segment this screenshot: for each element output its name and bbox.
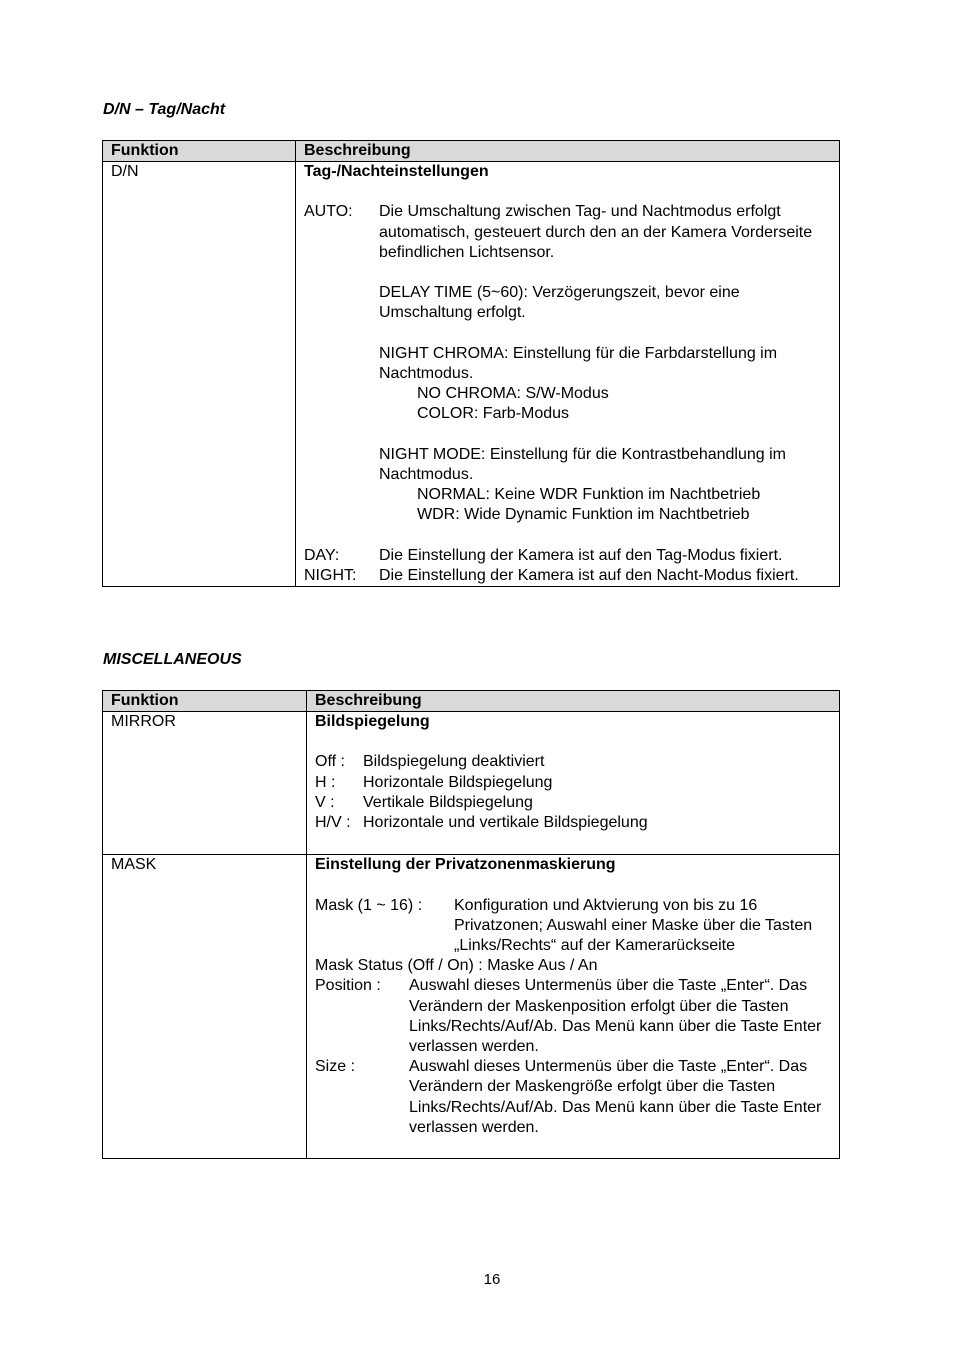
night-desc: Die Einstellung der Kamera ist auf den Nacht-Modus fixiert. [379, 566, 799, 584]
list-item [315, 752, 831, 772]
mask-status: Mask Status (Off / On) : Maske Aus / An [315, 957, 598, 975]
auto-key: AUTO: [304, 203, 353, 221]
mirror-desc: Bildspiegelung deaktiviert [363, 753, 545, 771]
night-entry [304, 566, 831, 586]
mask-heading: Einstellung der Privatzonenmaskierung [315, 856, 616, 874]
section-title-misc: MISCELLANEOUS [103, 651, 242, 668]
position-desc: Auswahl dieses Untermenüs über die Taste „Enter“. Das Verändern der Maskenposition erfolgt über die Tasten Links/Rechts/Auf/Ab. Das Menü kann über die Taste Enter verlassen werden. [409, 977, 822, 1056]
mirror-key: V : [315, 793, 335, 811]
header-beschreibung: Beschreibung [296, 141, 840, 162]
day-entry [304, 546, 831, 566]
header-funktion: Funktion [103, 691, 307, 712]
table-header [103, 141, 840, 162]
mirror-key: Off : [315, 753, 345, 771]
night-mode-option: NORMAL: Keine WDR Funktion im Nachtbetrieb [417, 486, 761, 504]
position-entry [315, 976, 831, 1057]
day-key: DAY: [304, 546, 340, 564]
header-beschreibung: Beschreibung [307, 691, 840, 712]
page-number: 16 [483, 1271, 501, 1288]
mirror-desc: Horizontale und vertikale Bildspiegelung [363, 814, 648, 831]
delay-time: DELAY TIME (5~60): Verzögerungszeit, bevor eine Umschaltung erfolgt. [379, 284, 740, 322]
misc-table [102, 690, 840, 1159]
auto-entry [304, 202, 831, 263]
night-chroma-option: NO CHROMA: S/W-Modus [417, 385, 609, 403]
function-mask: MASK [103, 855, 307, 1159]
mask-entry [315, 896, 831, 957]
list-item [315, 793, 831, 813]
size-key: Size : [315, 1058, 356, 1076]
night-key: NIGHT: [304, 566, 357, 584]
mirror-key: H/V : [315, 814, 351, 831]
description-dn [296, 162, 840, 587]
description-mask [307, 855, 840, 1159]
night-mode: NIGHT MODE: Einstellung für die Kontrastbehandlung im Nachtmodus. [379, 445, 787, 483]
table-row [103, 712, 840, 855]
auto-desc: Die Umschaltung zwischen Tag- und Nachtmodus erfolgt automatisch, gesteuert durch den an der Kamera Vorderseite befindlichen Lichtsensor. [379, 203, 813, 261]
function-dn: D/N [103, 162, 296, 587]
night-mode-option: WDR: Wide Dynamic Funktion im Nachtbetrieb [417, 506, 750, 524]
night-chroma-option: COLOR: Farb-Modus [417, 405, 570, 423]
mask-desc: Konfiguration und Aktvierung von bis zu 16 Privatzonen; Auswahl einer Maske über die Tasten „Links/Rechts“ auf der Kamerarückseite [454, 896, 813, 954]
header-funktion: Funktion [103, 141, 296, 162]
mirror-key: H : [315, 773, 336, 791]
list-item [315, 813, 831, 833]
position-key: Position : [315, 977, 381, 995]
size-desc: Auswahl dieses Untermenüs über die Taste „Enter“. Das Verändern der Maskengröße erfolgt über die Tasten Links/Rechts/Auf/Ab. Das Menü kann über die Taste Enter verlassen werden. [409, 1058, 822, 1136]
description-mirror [307, 712, 840, 855]
dn-table [102, 140, 840, 587]
dn-heading: Tag-/Nachteinstellungen [304, 163, 489, 180]
table-row [103, 855, 840, 1159]
mask-key: Mask (1 ~ 16) : [315, 896, 423, 914]
section-title-dn: D/N – Tag/Nacht [103, 101, 226, 118]
night-chroma: NIGHT CHROMA: Einstellung für die Farbdarstellung im Nachtmodus. [379, 344, 778, 382]
table-header [103, 691, 840, 712]
size-entry [315, 1057, 831, 1138]
day-desc: Die Einstellung der Kamera ist auf den Tag-Modus fixiert. [379, 546, 783, 564]
list-item [315, 773, 831, 793]
function-mirror: MIRROR [103, 712, 307, 855]
table-row [103, 162, 840, 587]
mirror-desc: Horizontale Bildspiegelung [363, 773, 553, 791]
mirror-heading: Bildspiegelung [315, 713, 430, 730]
mirror-desc: Vertikale Bildspiegelung [363, 793, 533, 811]
